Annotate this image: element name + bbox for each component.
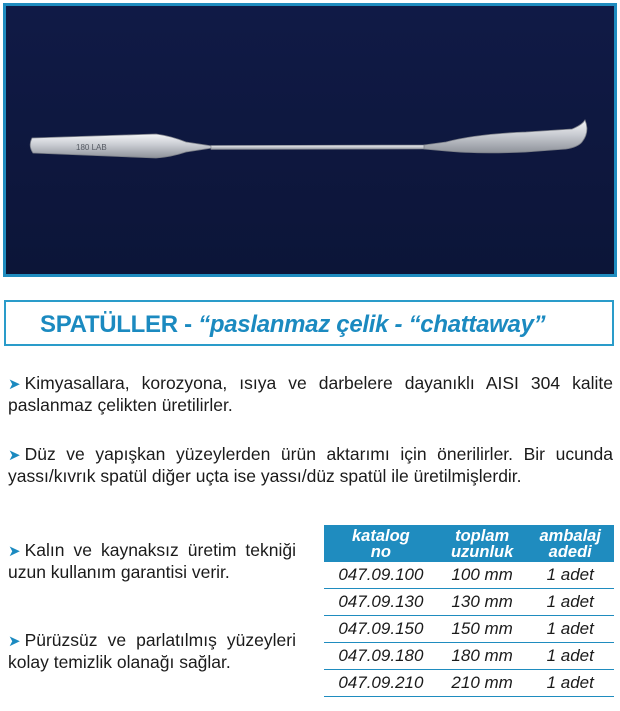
spatula-shaft: [211, 145, 426, 150]
paragraph-1: [8, 373, 613, 415]
length-cell: 210 mm: [438, 670, 527, 697]
header-line: katalog: [352, 527, 410, 545]
spatula-engraving: 180 LAB: [76, 143, 107, 152]
length-cell: 130 mm: [438, 589, 527, 616]
header-line: toplam: [455, 527, 510, 545]
header-catalog-no: [324, 525, 438, 562]
header-total-length: [438, 525, 527, 562]
table-row: [324, 589, 614, 616]
qty-cell: 1 adet: [526, 589, 614, 616]
catalog-no-cell: 047.09.150: [324, 616, 438, 643]
title-subtitle: “paslanmaz çelik - “chattaway”: [198, 311, 546, 338]
header-line: no: [370, 543, 391, 561]
paragraph-text: Pürüzsüz ve parlatılmış yüzeyleri kolay temizlik olanağı sağlar.: [8, 630, 296, 672]
table-row: [324, 670, 614, 697]
spatula-image: [6, 6, 614, 274]
paragraph-text: Kimyasallara, korozyona, ısıya ve darbelere dayanıklı AISI 304 kalite paslanmaz çelikten üretilirler.: [8, 373, 613, 415]
length-cell: 180 mm: [438, 643, 527, 670]
title-box: [4, 300, 614, 346]
header-line: ambalaj: [539, 527, 601, 545]
catalog-no-cell: 047.09.180: [324, 643, 438, 670]
paragraph-text: Kalın ve kaynaksız üretim tekniği uzun kullanım garantisi verir.: [8, 540, 296, 582]
catalog-no-cell: 047.09.130: [324, 589, 438, 616]
header-package-qty: [526, 525, 614, 562]
spec-table: [324, 525, 614, 697]
qty-cell: 1 adet: [526, 643, 614, 670]
paragraph-4: [8, 630, 296, 672]
table-row: [324, 643, 614, 670]
length-cell: 100 mm: [438, 562, 527, 589]
paragraph-text: Düz ve yapışkan yüzeylerden ürün aktarımı için önerilirler. Bir ucunda yassı/kıvrık spatül diğer uçta ise yassı/düz spatül ile üretilmişlerdir.: [8, 444, 613, 486]
length-cell: 150 mm: [438, 616, 527, 643]
paragraph-3: [8, 540, 296, 582]
catalog-no-cell: 047.09.100: [324, 562, 438, 589]
header-line: adedi: [548, 543, 592, 561]
chevron-right-icon: ➤: [8, 447, 21, 464]
chevron-right-icon: ➤: [8, 376, 21, 393]
chevron-right-icon: ➤: [8, 543, 21, 560]
title-main: SPATÜLLER -: [40, 311, 192, 338]
paragraph-2: [8, 444, 613, 486]
table-row: [324, 616, 614, 643]
page-title: [40, 311, 545, 339]
chevron-right-icon: ➤: [8, 633, 21, 650]
product-photo: [3, 3, 617, 277]
qty-cell: 1 adet: [526, 616, 614, 643]
table-row: [324, 562, 614, 589]
table-header-row: [324, 525, 614, 562]
qty-cell: 1 adet: [526, 670, 614, 697]
header-line: uzunluk: [450, 543, 514, 561]
qty-cell: 1 adet: [526, 562, 614, 589]
catalog-no-cell: 047.09.210: [324, 670, 438, 697]
